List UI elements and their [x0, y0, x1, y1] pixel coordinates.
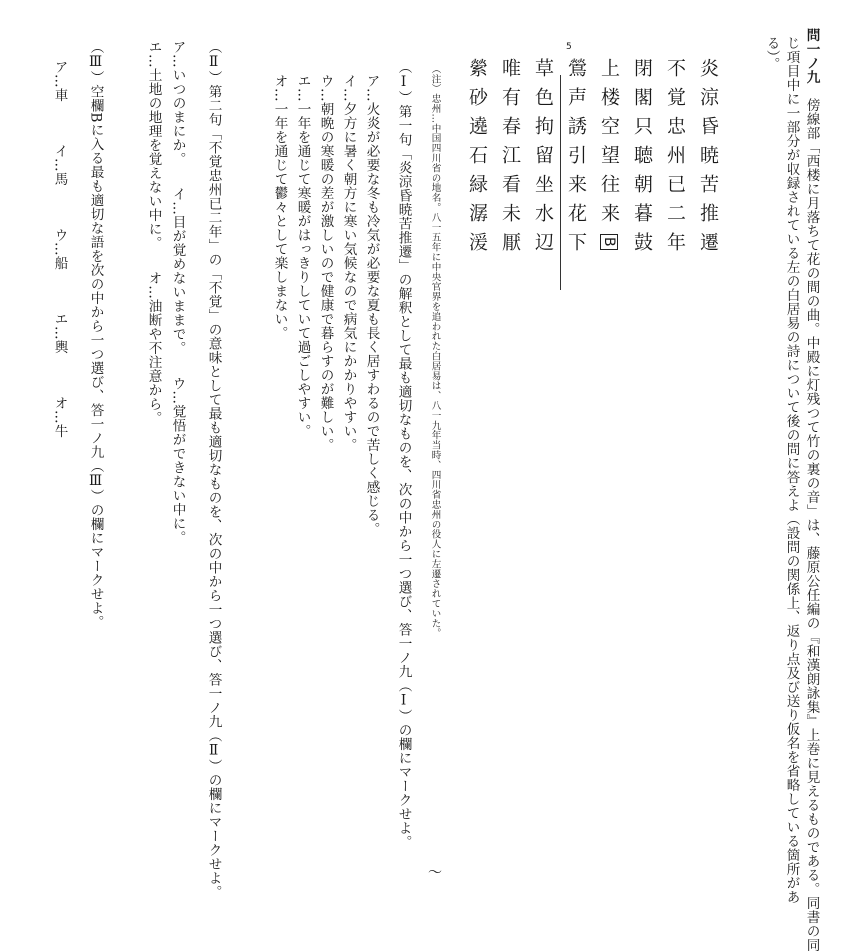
page-mark: 〜 — [428, 865, 442, 881]
question-lead-line-1: 傍線部「西楼に月落ちて花の間の曲。中殿に灯残つて竹の裏の音」は、藤原公任編の『和漢朗詠集』上巻に見えるものである。同書の同 — [803, 98, 820, 952]
sub2-stem: （Ⅱ）第二句「不覚忠州已二年」の「不覚」の意味として最も適切なものを、次の中から一つ選び、答一ノ九（Ⅱ）の欄にマークせよ。 — [205, 40, 222, 899]
poem-line-2: 不覚忠州已二年 — [664, 58, 686, 261]
poem-line-4-text: 上楼空望往来 — [598, 58, 620, 232]
divider-line — [560, 75, 561, 290]
sub1-option-a: ア…火炎が必要な冬も冷気が必要な夏も長く居すわるので苦しく感じる。 — [363, 74, 380, 536]
sub3-options: ア…車 イ…馬 ウ…船 エ…輿 オ…牛 — [51, 60, 68, 438]
blank-b-box: B — [600, 234, 618, 250]
sub1-option-i: イ…夕方に暑く朝方に寒い気候なので病気にかかりやすい。 — [340, 74, 357, 452]
question-lead-line-3: る）。 — [763, 36, 780, 72]
poem-line-6: 草色拘留坐水辺 — [532, 58, 554, 261]
poem-line-number: 5 — [566, 42, 572, 52]
sub1-option-u: ウ…朝晩の寒暖の差が激しいので健康で暮らすのが難しい。 — [317, 74, 334, 452]
poem-line-7: 唯有春江看未厭 — [499, 58, 521, 261]
question-lead-line-2: じ項目中に一部分が収録されている左の白居易の詩について後の問に答えよ（設問の関係上、返り点及び送り仮名を省略している箇所があ — [783, 36, 800, 904]
sub2-options-row-1: ア…いつのまにか。 イ…目が覚めないままで。 ウ…覚悟ができない中に。 — [169, 40, 186, 545]
question-number: 問一ノ九 — [803, 28, 820, 84]
sub1-stem: （Ⅰ）第一句「炎涼昏暁苦推遷」の解釈として最も適切なものを、次の中から一つ選び、答一ノ九（Ⅰ）の欄にマークせよ。 — [395, 60, 412, 849]
poem-line-3: 閉閣只聴朝暮鼓 — [631, 58, 653, 261]
sub1-option-o: オ…一年を通じて鬱々として楽しまない。 — [271, 74, 288, 340]
sub3-stem: （Ⅲ）空欄Bに入る最も適切な語を次の中から一つ選び、答一ノ九（Ⅲ）の欄にマークせよ。 — [87, 40, 104, 630]
poem-line-1: 炎涼昏暁苦推遷 — [697, 58, 719, 261]
poem-line-8: 縈砂遶石緑潺湲 — [466, 58, 488, 261]
poem-line-5: 鶯声誘引来花下 — [565, 58, 587, 261]
sub1-option-e: エ…一年を通じて寒暖がはっきりしていて過ごしやすい。 — [294, 74, 311, 438]
sub2-options-row-2: エ…土地の地理を覚えない中に。 オ…油断や不注意から。 — [145, 40, 162, 426]
poem-line-4 — [599, 58, 618, 252]
footnote: （注）忠州…中国四川省の地名。八一五年に中央官界を追われた白居易は、八一九年当時、四川省忠州の役人に左遷されていた。 — [429, 64, 441, 639]
